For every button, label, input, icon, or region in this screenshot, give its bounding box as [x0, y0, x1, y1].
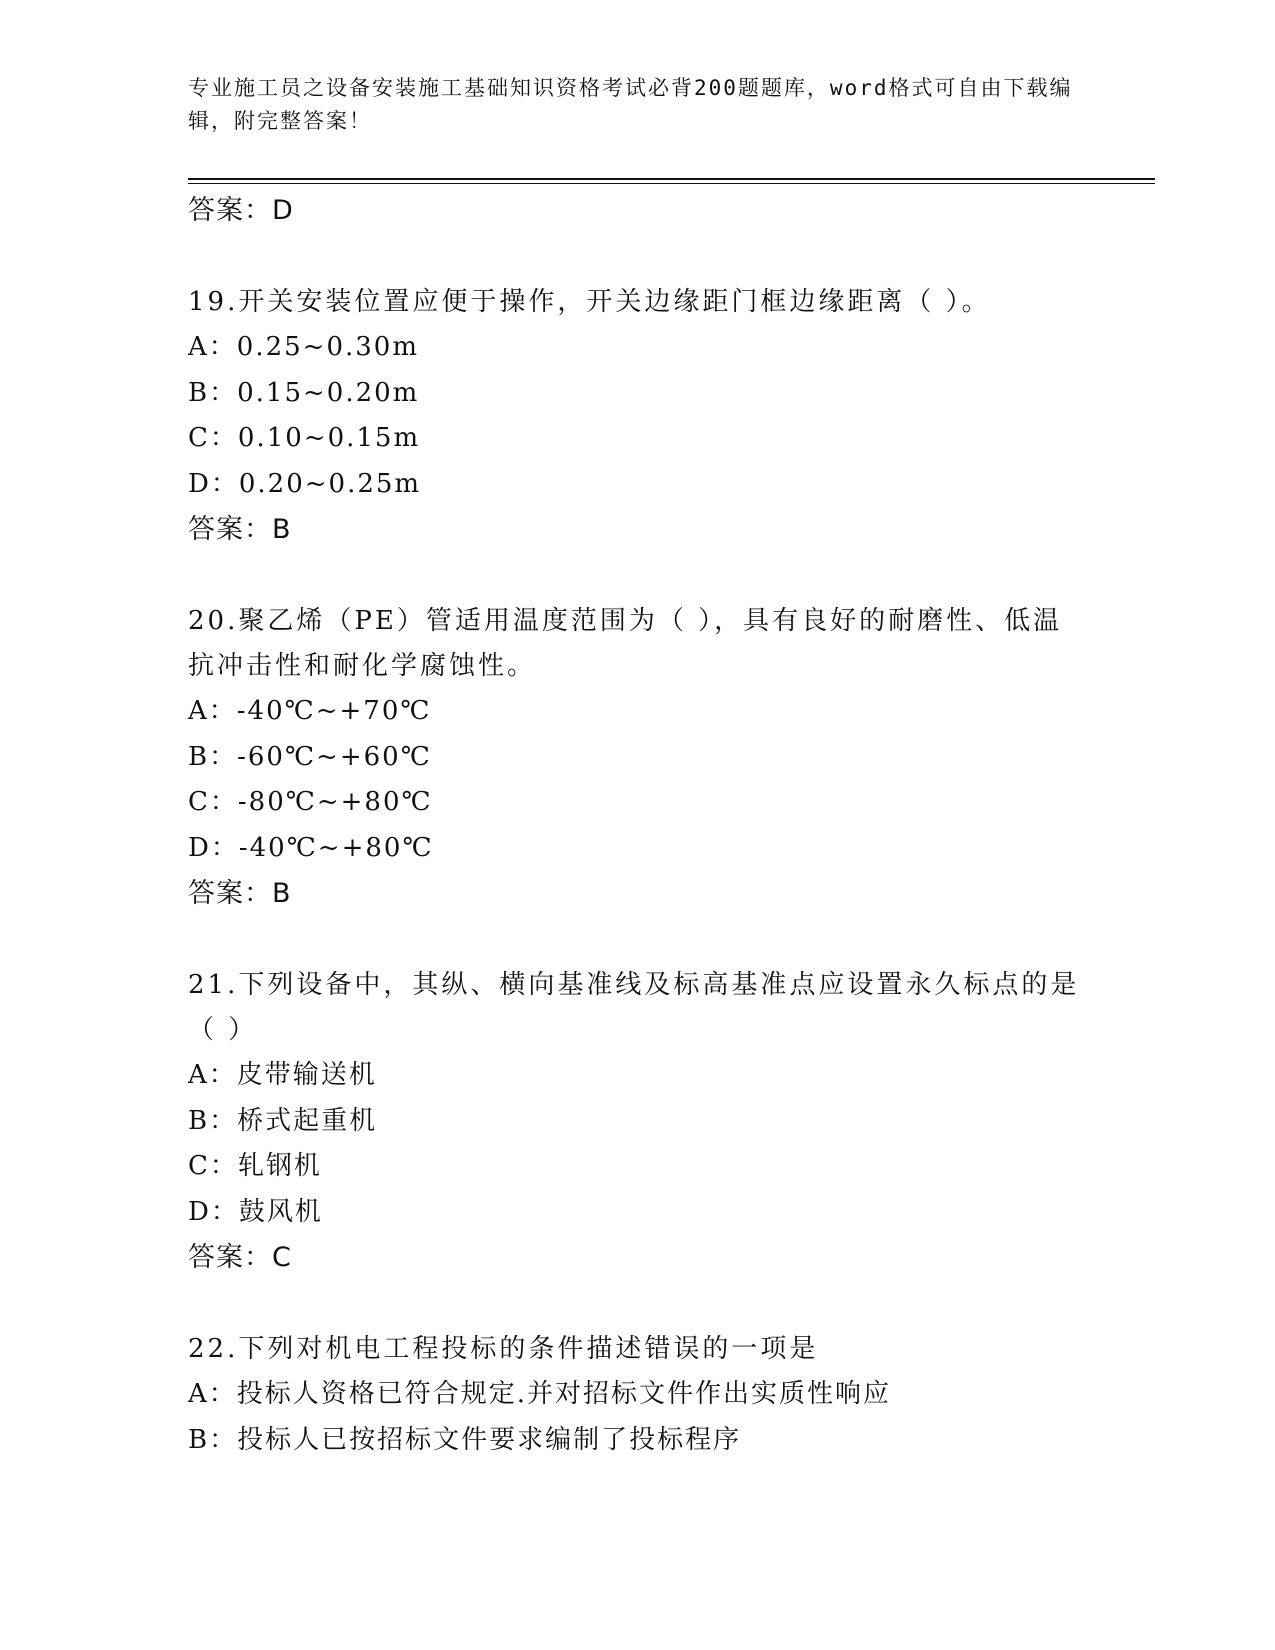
- header-divider-thick: [188, 178, 1155, 180]
- question-block: [188, 599, 1088, 917]
- header-divider-thin: [188, 183, 1155, 184]
- answer-line: 答案：D: [188, 195, 294, 226]
- option-c: C：轧钢机: [188, 1151, 322, 1181]
- question-text: 21.下列设备中，其纵、横向基准线及标高基准点应设置永久标点的是（ ）: [188, 970, 1080, 1045]
- answer-line: 答案：B: [188, 514, 292, 545]
- option-b: B：0.15~0.20m: [188, 377, 420, 408]
- option-a: A：皮带输送机: [188, 1060, 377, 1090]
- option-d: D：鼓风机: [188, 1196, 323, 1227]
- question-block: [188, 963, 1088, 1281]
- option-d: D：-40℃~+80℃: [188, 832, 434, 863]
- answer-line: 答案：C: [188, 1242, 292, 1273]
- question-text: 20.聚乙烯（PE）管适用温度范围为（ ），具有良好的耐磨性、低温抗冲击性和耐化学腐蚀性。: [188, 606, 1063, 681]
- option-b: B：-60℃~+60℃: [188, 741, 432, 772]
- question-text: 22.下列对机电工程投标的条件描述错误的一项是: [188, 1334, 819, 1364]
- document-header: 专业施工员之设备安装施工基础知识资格考试必背200题题库，word格式可自由下载编辑，附完整答案！: [188, 76, 1073, 133]
- question-block: [188, 280, 1088, 553]
- answer-line: 答案：B: [188, 878, 292, 909]
- option-c: C：0.10~0.15m: [188, 423, 421, 453]
- question-block: [188, 1327, 1088, 1463]
- option-a: A：投标人资格已符合规定.并对招标文件作出实质性响应: [188, 1379, 892, 1409]
- question-list: [188, 188, 1088, 1463]
- option-a: A：0.25~0.30m: [188, 332, 419, 362]
- option-b: B：桥式起重机: [188, 1105, 378, 1136]
- option-d: D：0.20~0.25m: [188, 468, 422, 499]
- question-text: 19.开关安装位置应便于操作，开关边缘距门框边缘距离（ ）。: [188, 287, 991, 317]
- option-c: C：-80℃~+80℃: [188, 787, 433, 817]
- option-b: B：投标人已按招标文件要求编制了投标程序: [188, 1424, 742, 1455]
- option-a: A：-40℃~+70℃: [188, 696, 432, 726]
